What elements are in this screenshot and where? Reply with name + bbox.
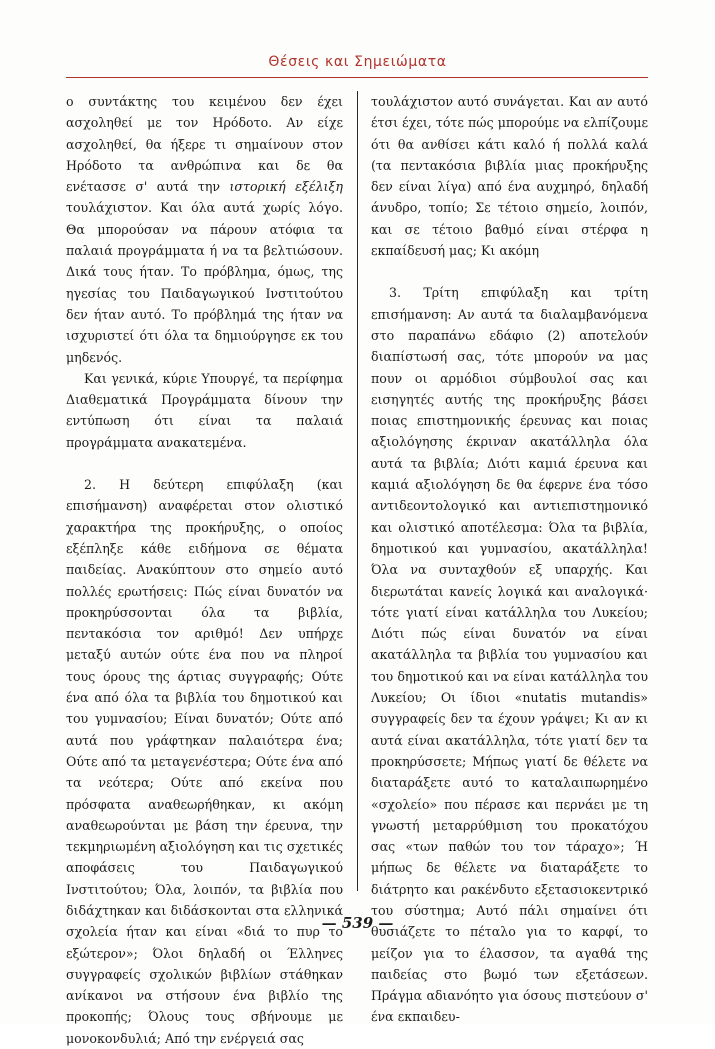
paragraph: τουλάχιστον αυτό συνάγεται. Και αν αυτό έτσι έχει, τότε πώς μπορούμε να ελπίζουμε ότι θα ανθίσει κάτι καλό ή πολλά καλά (τα πεντακόσια βιβλία μιας προκήρυξης δεν είναι λίγα) από ένα αυχμηρό, δηλαδή άνυδρο, τοπίο; Σε τέτοιο σημείο, λοιπόν, και σε τέτοιο βαθμό είναι στέρφα η εκπαίδευσή μας; Κι ακόμη bbox=[371, 94, 648, 259]
paragraph: 3. Τρίτη επιφύλαξη και τρίτη επισήμανση: Αν αυτά τα διαλαμβανόμενα στο παραπάνω εδάφιο (2) αποτελούν διαπίστωσή σας, τότε μπορούν να μας πουν οι αρμόδιοι σύμβουλοί σας και εισηγητές αυτής της προκήρυξης βάσει ποιας επιστημονικής έρευνας και ποιας αξιολόγησης έκριναν ακατάλληλα όλα αυτά τα βιβλία; Διότι καμιά έρευνα και καμιά αξιολόγηση δε θα έφερνε ένα τόσο αντιδεοντολογικό και αντιεπιστημονικό και ολιστικό αποτέλεσμα: Όλα τα βιβλία, δημοτικού και γυμνασίου, ακατάλληλα! Όλα να συνταχθούν εξ υπαρχής. Και διερωτάται κανείς λογικά και αναλογικά· τότε γιατί είναι κατάλληλα του Λυκείου; Διότι πώς είναι δυνατόν να είναι ακατάλληλα τα βιβλία του γυμνασίου και του δημοτικού και να είναι κατάλληλα του Λυκείου; Οι ίδιοι «nutatis mutandis» συγγραφείς δεν τα έχουν γράψει; Κι αν κι αυτά είναι ακατάλληλα, τότε γιατί δεν τα προκηρύσσετε; Μήπως γιατί δε θέλετε να διαταράξετε αυτό το καταλαιπωρημένο «σχολείο» που πέρασε και περνάει με τη γνωστή μεταρρύθμιση του προκατόχου σας «των παθών του τον τάραχο»; Ή μήπως δε θέλετε να διαταράξετε το διάτρητο και ρακένδυτο εξετασιοκεντρικό του σύστημα; Αυτό πάλι σημαίνει ότι θυσιάζετε το πέταλο για το καρφί, το μείζον για το έλασσον, τα αγαθά της παιδείας στο βωμό των εξετάσεων. Πράγμα αδιανόητο για όσους πιστεύουν σ' ένα εκπαιδευ- bbox=[371, 285, 648, 1025]
paragraph-text: ο συντάκτης του κειμένου δεν έχει ασχοληθεί με τον Ηρόδοτο. Αν είχε ασχοληθεί, θα ήξερε τι σημαίνουν στον Ηρόδοτο τα ανθρώπινα και δε θα ενέτασσε σ' αυτά την bbox=[66, 94, 343, 195]
column-divider bbox=[357, 91, 358, 891]
running-header: Θέσεις και Σημειώματα bbox=[268, 54, 447, 70]
paragraph bbox=[66, 91, 343, 368]
header-rule bbox=[66, 77, 648, 78]
right-column bbox=[371, 91, 648, 1028]
left-column bbox=[66, 91, 343, 1049]
emphasis-text: ιστορική εξέλιξη bbox=[229, 179, 343, 195]
paragraph: Και γενικά, κύριε Υπουργέ, τα περίφημα Διαθεματικά Προγράμματα δίνουν την εντύπωση ότι είναι τα παλαιά προγράμματα ανακατεμένα. bbox=[66, 370, 343, 450]
paragraph-text: τουλάχιστον. Και όλα αυτά χωρίς λόγο. Θα μπορούσαν να πάρουν ατόφια τα παλαιά προγράμματα ή να τα βελτιώσουν. Δικά τους ήταν. Το πρόβλημα, όμως, της ηγεσίας του Παιδαγωγικού Ινστιτούτου δεν ήταν αυτό. Το πρόβλημά της ήταν να ισχυριστεί ότι όλα τα δημιούργησε εκ του μηδενός. bbox=[66, 200, 343, 365]
paragraph: 2. Η δεύτερη επιφύλαξη (και επισήμανση) αναφέρεται στον ολιστικό χαρακτήρα της προκήρυξης, ο οποίος εξέπληξε κάθε ειδήμονα σε θέματα παιδείας. Ανακύπτουν στο σημείο αυτό πολλές ερωτήσεις: Πώς είναι δυνατόν να προκηρύσσονται όλα τα βιβλία, πεντακόσια τον αριθμό! Δεν υπήρχε μεταξύ αυτών ούτε ένα που να πληροί τους όρους της άρτιας συγγραφής; Ούτε ένα από όλα τα βιβλία του δημοτικού και του γυμνασίου; Είναι δυνατόν; Ούτε από αυτά που γράφτηκαν παλαιότερα ένα; Ούτε από τα μεταγενέστερα; Ούτε ένα από τα νεότερα; Ούτε από εκείνα που πρόσφατα αναθεωρήθηκαν, κι ακόμη αναθεωρούνται με βάση την έρευνα, την τεκμηριωμένη αξιολόγηση και τις σχετικές αποφάσεις του Παιδαγωγικού Ινστιτούτου; Όλα, λοιπόν, τα βιβλία που διδάχτηκαν και διδάσκονται στα ελληνικά σχολεία ήταν και είναι «διά το πυρ το εξώτερον»; Όλοι δηλαδή οι Έλληνες συγγραφείς σχολικών βιβλίων στάθηκαν ανίκανοι να στήσουν ένα βιβλίο της προκοπής; Όλους τους σβήνουμε με μονοκονδυλιά; Από την ενέργειά σας bbox=[66, 477, 343, 1046]
page-number: — 539 — bbox=[321, 914, 394, 932]
